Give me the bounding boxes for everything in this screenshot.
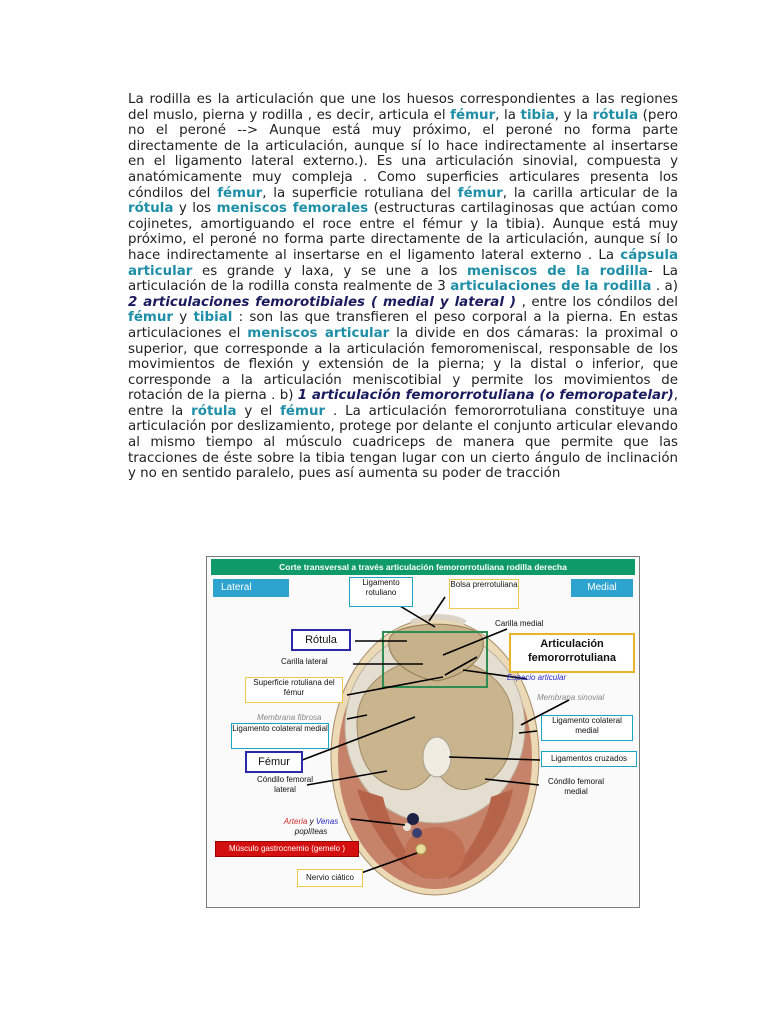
label-femur: Fémur <box>245 751 303 773</box>
lateral-tag: Lateral <box>213 579 289 597</box>
link-femur[interactable]: fémur <box>128 310 173 326</box>
link-rotula[interactable]: rótula <box>191 403 237 419</box>
label-espacio-articular: Espacio articular <box>507 673 567 682</box>
article-paragraph: La rodilla es la articulación que une los huesos correspondientes a las regiones del muslo, pierna y rodilla , es decir, articula el fémur, la tibia, y la rótula (pero no el peroné --> Aunque está muy próximo, el peroné no forma parte directamente de la articulación, aunque sí lo hace indirectamente al insertarse en el ligamento lateral externo.). Es una articulación sinovial, compuesta y anatómicamente muy compleja . Como superficies articulares presenta los cóndilos del fémur, la superficie rotuliana del fémur, la carilla articular de la rótula y los meniscos femorales (estructuras cartilaginosas que actúan como cojinetes, amortiguando el roce entre el fémur y la tibia). Aunque está muy próximo, el peroné no forma parte directamente de la articulación, aunque sí lo hace indirectamente al insertarse en el ligamento lateral externo . La cápsula articular es grande y laxa, y se une a los meniscos de la rodilla- La articulación de la rodilla consta realmente de 3 articulaciones de la rodilla . a) 2 articulaciones femorotibiales ( medial y lateral ) , entre los cóndilos del fémur y tibial : son las que transfieren el peso corporal a la pierna. En estas articulaciones el meniscos articular la divide en dos cámaras: la proximal o superior, que corresponde a la articulación femoromeniscal, responsable de los movimientos de flexión y extensión de la pierna; y la distal o inferior, que corresponde a la articulación meniscotibial y permite los movimientos de rotación de la pierna . b) 1 articulación femororrotuliana (o femoropatelar), entre la rótula y el fémur . La articulación femororrotuliana constituye una articulación por deslizamiento, protege por delante el conjunto articular elevando al mismo tiempo al músculo cuadriceps de manera que permite que las tracciones de éste sobre la tibia tengan lugar con un cierto ángulo de inclinación y no en sentido paralelo, pues así aumenta su poder de tracción <box>128 92 679 482</box>
link-meniscos-femorales[interactable]: meniscos femorales <box>216 201 369 217</box>
medial-tag: Medial <box>571 579 633 597</box>
emphasis-femororrotuliana: 1 articulación femororrotuliana (o femoropatelar) <box>297 388 674 404</box>
link-tibial[interactable]: tibial <box>193 310 233 326</box>
link-rotula[interactable]: rótula <box>592 107 639 123</box>
link-articulaciones-rodilla[interactable]: articulaciones de la rodilla <box>450 279 652 295</box>
label-carilla-lateral: Carilla lateral <box>281 657 328 666</box>
label-superficie-rotuliana: Superficie rotuliana del fémur <box>245 677 343 703</box>
link-menisco-articular[interactable]: meniscos articular <box>247 325 390 341</box>
link-femur[interactable]: fémur <box>217 185 263 201</box>
label-condilo-femoral-medial: Cóndilo femoral medial <box>547 777 605 796</box>
link-femur[interactable]: fémur <box>280 403 326 419</box>
link-meniscos-rodilla[interactable]: meniscos de la rodilla <box>467 263 648 279</box>
label-ligamento-colateral-medial-right: Ligamento colateral medial <box>541 715 633 741</box>
label-membrana-sinovial: Membrana sinovial <box>537 693 605 702</box>
label-nervio-ciatico: Nervio ciático <box>297 869 363 887</box>
label-ligamento-rotuliano: Ligamento rotuliano <box>349 577 413 607</box>
label-rotula: Rótula <box>291 629 351 651</box>
label-membrana-fibrosa: Membrana fibrosa <box>257 713 322 722</box>
link-tibia[interactable]: tibia <box>520 107 555 123</box>
knee-cross-section-figure <box>206 556 640 908</box>
label-carilla-medial: Carilla medial <box>495 619 544 628</box>
link-femur[interactable]: fémur <box>450 107 496 123</box>
emphasis-femorotibiales: 2 articulaciones femorotibiales ( medial y lateral ) <box>128 294 516 310</box>
figure-title: Corte transversal a través articulación femororrotuliana rodilla derecha <box>211 559 635 575</box>
label-ligamentos-cruzados: Ligamentos cruzados <box>541 751 637 767</box>
label-bolsa-prerrotuliana: Bolsa prerrotuliana <box>449 579 519 609</box>
link-capsula-articular[interactable]: cápsula articular <box>128 247 678 279</box>
label-ligamento-colateral-medial-left: Ligamento colateral medial <box>231 723 329 749</box>
label-arteria-venas-popliteas: Arteria y Venas poplíteas <box>283 817 339 836</box>
label-articulacion-femororrotuliana: Articulación femororrotuliana <box>509 633 635 673</box>
link-rotula[interactable]: rótula <box>128 201 174 217</box>
link-femur[interactable]: fémur <box>457 185 503 201</box>
label-condilo-femoral-lateral: Cóndilo femoral lateral <box>256 775 314 794</box>
label-musculo-gastrocnemio: Músculo gastrocnemio (gemelo ) <box>215 841 359 857</box>
